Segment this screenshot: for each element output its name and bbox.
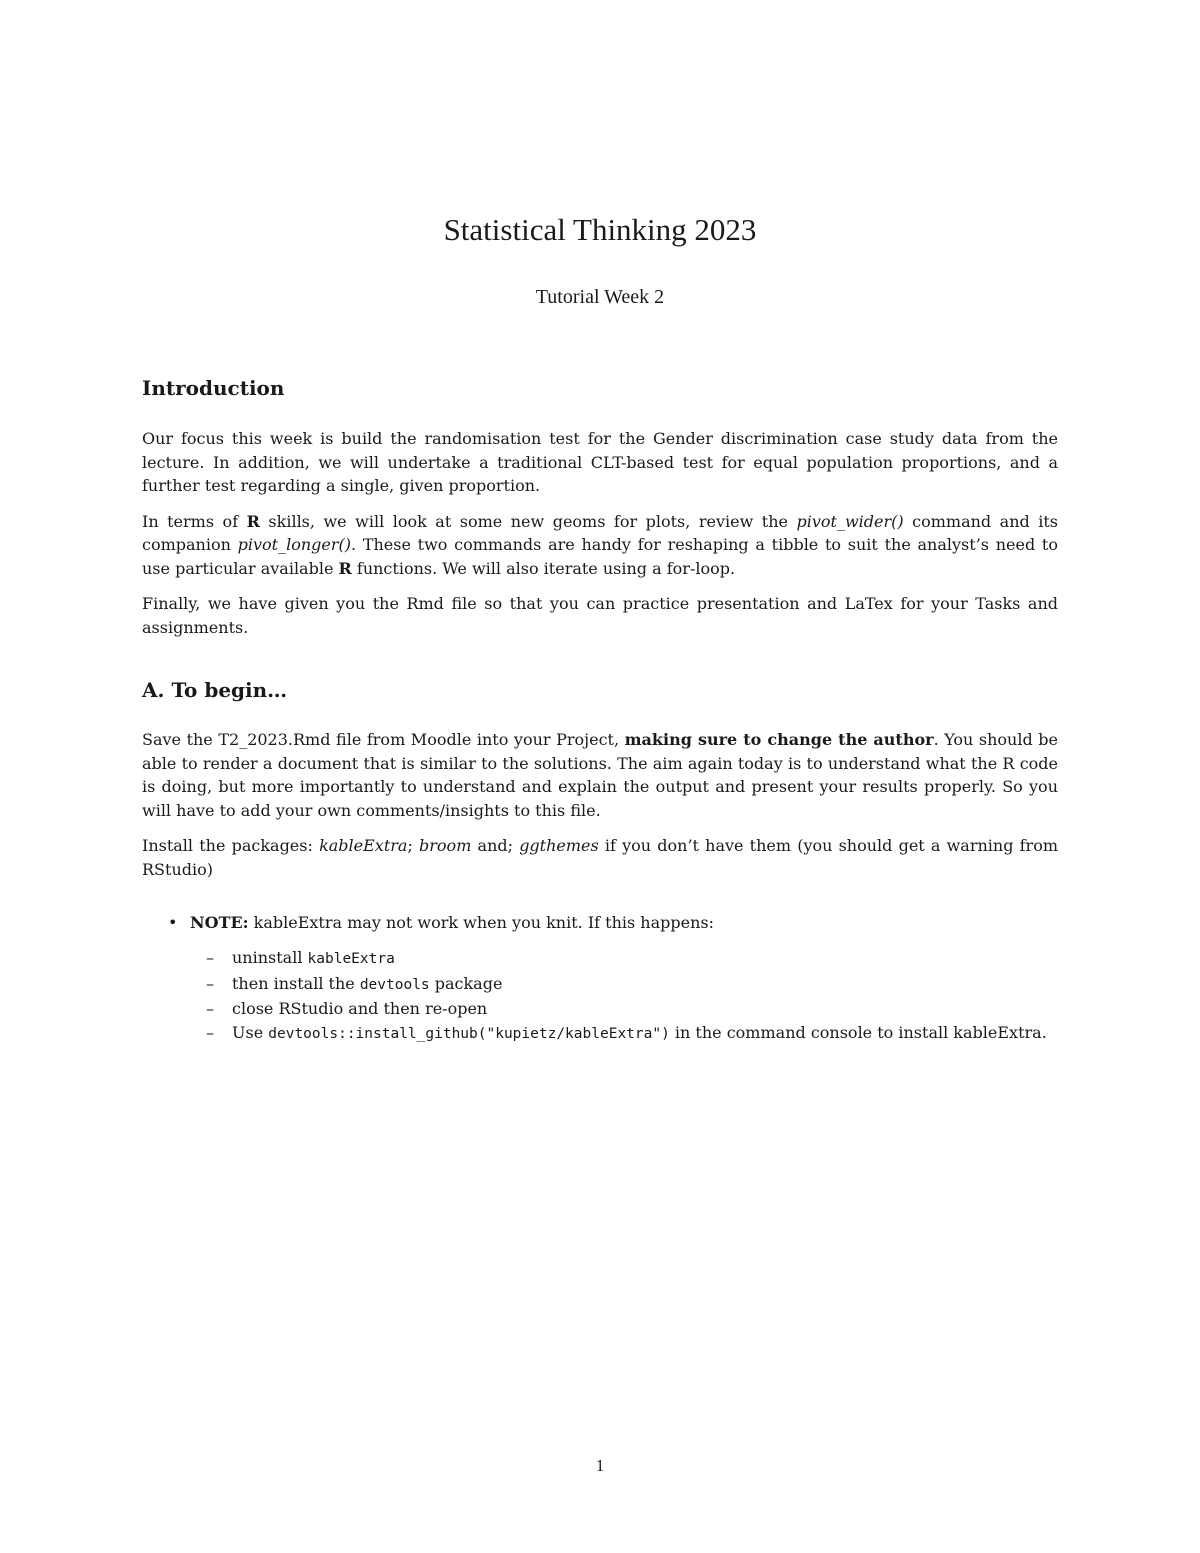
- steps-list: [206, 946, 1058, 1046]
- dash-icon: –: [206, 948, 214, 967]
- section-a-paragraph-1: Save the T2_2023.Rmd file from Moodle into your Project, making sure to change the author. You should be able to render a document that is similar to the solutions. The aim again today is to understand what the R code is doing, but more importantly to understand and explain the output and present your results properly. So you will have to add your own comments/insights to this file.: [142, 730, 1058, 820]
- section-a-paragraph-2: Install the packages: kableExtra; broom and; ggthemes if you don’t have them (you should get a warning from RStudio): [142, 836, 1059, 879]
- list-item: – close RStudio and then re-open: [206, 997, 1058, 1021]
- list-item: – then install the devtools package: [206, 972, 1058, 998]
- bullet-icon: •: [168, 913, 178, 932]
- document-subtitle: Tutorial Week 2: [535, 286, 665, 308]
- note-list: [168, 911, 1058, 935]
- dash-icon: –: [206, 1022, 214, 1042]
- list-item: – Use devtools::install_github("kupietz/kableExtra") in the command console to install kableExtra.: [206, 1021, 1058, 1047]
- intro-body: [142, 427, 1058, 639]
- list-item: [168, 911, 1058, 935]
- list-item: – uninstall kableExtra: [206, 946, 1058, 972]
- dash-icon: –: [206, 999, 214, 1018]
- section-a-body: [142, 728, 1058, 881]
- note-text: kableExtra may not work when you knit. If this happens:: [248, 913, 714, 932]
- note-label: NOTE:: [190, 913, 249, 932]
- dash-icon: –: [206, 973, 214, 993]
- intro-paragraph-3: Finally, we have given you the Rmd file so that you can practice presentation and LaTex for your Tasks and assignments.: [142, 594, 1058, 637]
- intro-paragraph-1: Our focus this week is build the randomisation test for the Gender discrimination case study data from the lecture. In addition, we will undertake a traditional CLT-based test for equal population proportions, and a further test regarding a single, given proportion.: [142, 429, 1058, 495]
- intro-paragraph-2: In terms of R skills, we will look at some new geoms for plots, review the pivot_wider() command and its companion pivot_longer(). These two commands are handy for reshaping a tibble to suit the analyst’s need to use particular available R functions. We will also iterate using a for-loop.: [142, 511, 1059, 578]
- page-number: 1: [595, 1456, 605, 1475]
- section-a-heading: A. To begin…: [142, 678, 288, 702]
- intro-heading: Introduction: [142, 376, 285, 400]
- document-title: Statistical Thinking 2023: [443, 212, 757, 247]
